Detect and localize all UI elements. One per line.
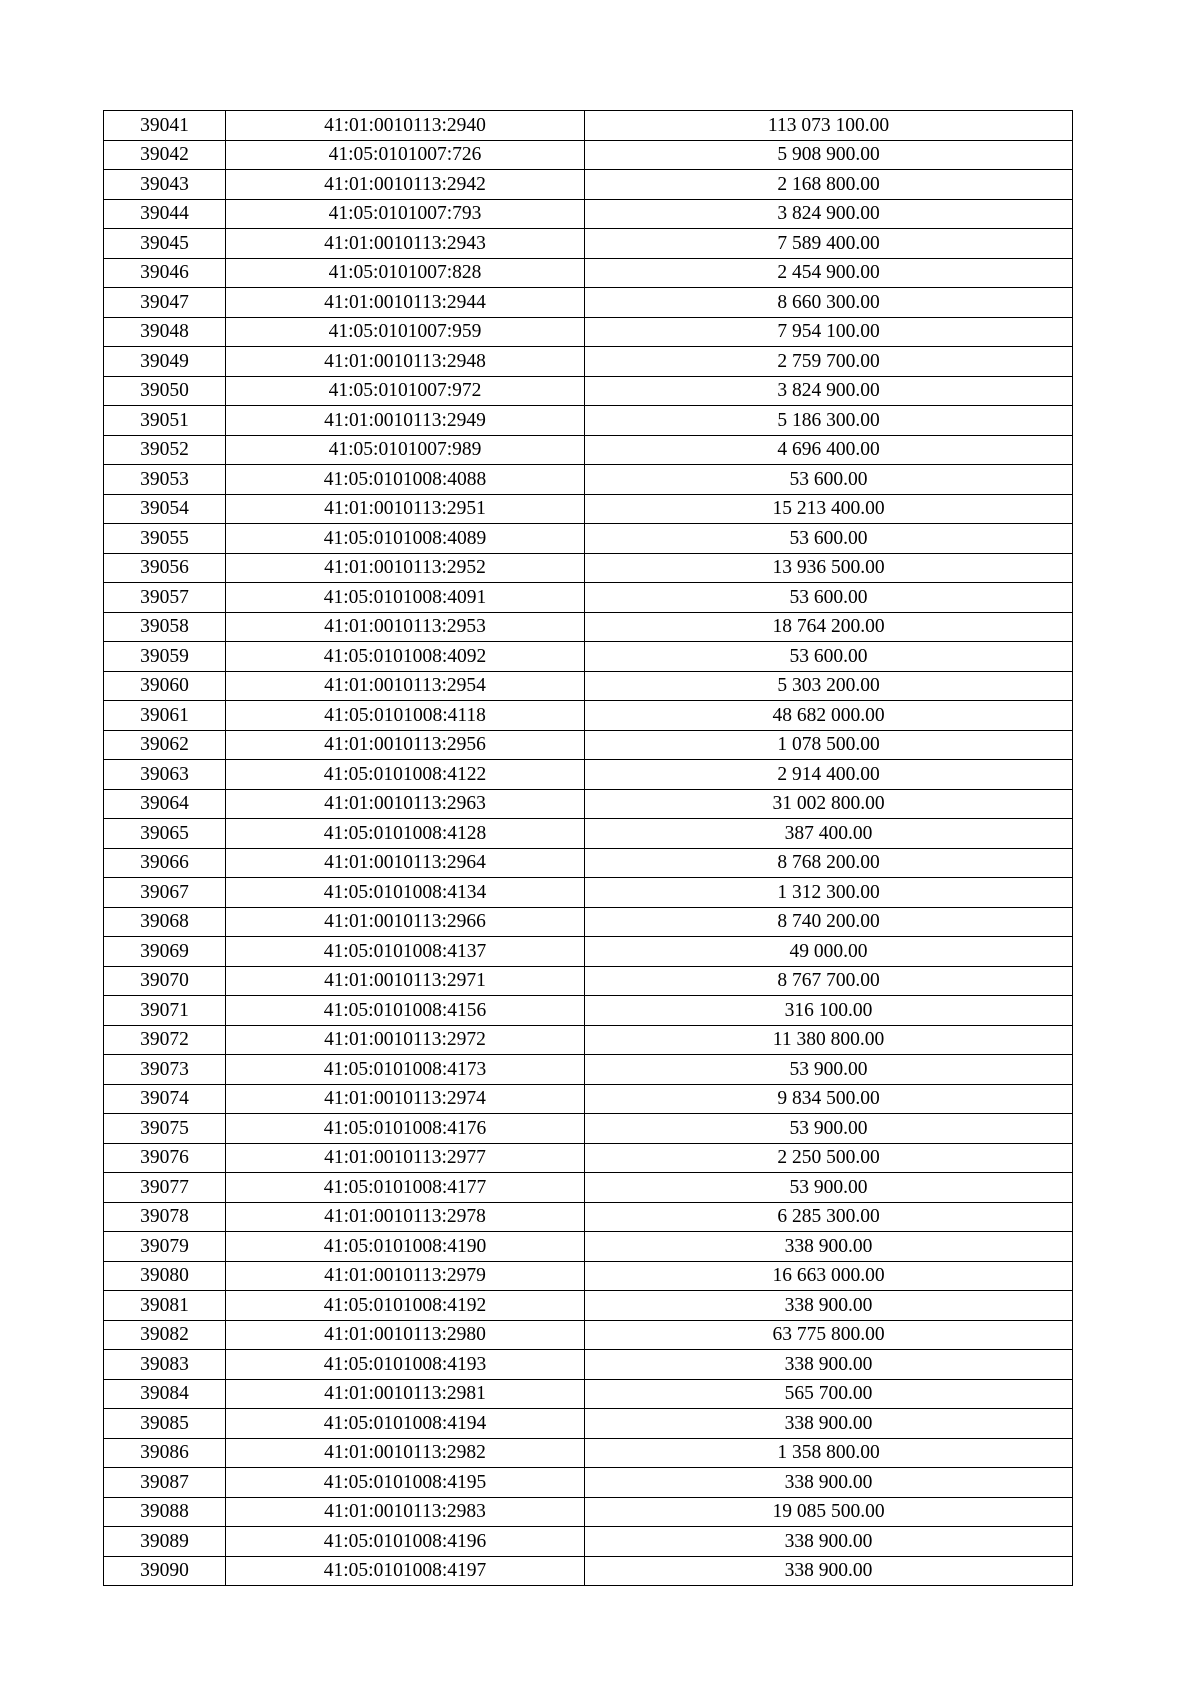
row-number-cell: 39045 <box>104 229 226 259</box>
cadastral-number-cell: 41:05:0101007:972 <box>226 376 585 406</box>
cadastral-number-cell: 41:01:0010113:2948 <box>226 347 585 377</box>
table-row <box>104 140 1073 170</box>
cadastral-number-cell: 41:01:0010113:2966 <box>226 907 585 937</box>
cadastral-number-cell: 41:05:0101008:4088 <box>226 465 585 495</box>
table-row <box>104 199 1073 229</box>
cadastral-value-cell: 338 900.00 <box>585 1527 1073 1557</box>
table-row <box>104 1202 1073 1232</box>
row-number-cell: 39071 <box>104 996 226 1026</box>
cadastral-number-cell: 41:01:0010113:2980 <box>226 1320 585 1350</box>
cadastral-value-cell: 387 400.00 <box>585 819 1073 849</box>
cadastral-number-cell: 41:05:0101008:4176 <box>226 1114 585 1144</box>
row-number-cell: 39065 <box>104 819 226 849</box>
cadastral-value-cell: 6 285 300.00 <box>585 1202 1073 1232</box>
cadastral-number-cell: 41:01:0010113:2949 <box>226 406 585 436</box>
cadastral-value-cell: 9 834 500.00 <box>585 1084 1073 1114</box>
row-number-cell: 39077 <box>104 1173 226 1203</box>
table-row <box>104 1084 1073 1114</box>
row-number-cell: 39079 <box>104 1232 226 1262</box>
table-row <box>104 671 1073 701</box>
cadastral-number-cell: 41:01:0010113:2952 <box>226 553 585 583</box>
cadastral-number-cell: 41:05:0101008:4128 <box>226 819 585 849</box>
cadastral-number-cell: 41:05:0101008:4196 <box>226 1527 585 1557</box>
row-number-cell: 39087 <box>104 1468 226 1498</box>
row-number-cell: 39054 <box>104 494 226 524</box>
cadastral-number-cell: 41:05:0101007:726 <box>226 140 585 170</box>
row-number-cell: 39047 <box>104 288 226 318</box>
cadastral-value-cell: 7 954 100.00 <box>585 317 1073 347</box>
row-number-cell: 39080 <box>104 1261 226 1291</box>
row-number-cell: 39055 <box>104 524 226 554</box>
cadastral-value-cell: 3 824 900.00 <box>585 199 1073 229</box>
cadastral-value-cell: 2 914 400.00 <box>585 760 1073 790</box>
row-number-cell: 39072 <box>104 1025 226 1055</box>
cadastral-number-cell: 41:01:0010113:2981 <box>226 1379 585 1409</box>
table-row <box>104 1143 1073 1173</box>
cadastral-number-cell: 41:01:0010113:2964 <box>226 848 585 878</box>
table-row <box>104 1173 1073 1203</box>
cadastral-number-cell: 41:01:0010113:2963 <box>226 789 585 819</box>
table-row <box>104 435 1073 465</box>
cadastral-value-cell: 8 767 700.00 <box>585 966 1073 996</box>
table-row <box>104 1350 1073 1380</box>
table-row <box>104 789 1073 819</box>
cadastral-value-cell: 8 660 300.00 <box>585 288 1073 318</box>
cadastral-value-cell: 7 589 400.00 <box>585 229 1073 259</box>
row-number-cell: 39057 <box>104 583 226 613</box>
table-row <box>104 376 1073 406</box>
cadastral-number-cell: 41:01:0010113:2982 <box>226 1438 585 1468</box>
cadastral-value-cell: 16 663 000.00 <box>585 1261 1073 1291</box>
table-row <box>104 111 1073 141</box>
table-row <box>104 1114 1073 1144</box>
row-number-cell: 39049 <box>104 347 226 377</box>
cadastral-number-cell: 41:01:0010113:2953 <box>226 612 585 642</box>
table-row <box>104 1556 1073 1586</box>
cadastral-number-cell: 41:05:0101007:828 <box>226 258 585 288</box>
cadastral-value-cell: 53 600.00 <box>585 583 1073 613</box>
table-body <box>104 111 1073 1586</box>
cadastral-value-cell: 1 078 500.00 <box>585 730 1073 760</box>
cadastral-value-cell: 5 303 200.00 <box>585 671 1073 701</box>
cadastral-number-cell: 41:01:0010113:2974 <box>226 1084 585 1114</box>
cadastral-value-cell: 8 768 200.00 <box>585 848 1073 878</box>
cadastral-number-cell: 41:01:0010113:2951 <box>226 494 585 524</box>
table-row <box>104 524 1073 554</box>
cadastral-value-cell: 338 900.00 <box>585 1556 1073 1586</box>
cadastral-value-cell: 53 900.00 <box>585 1114 1073 1144</box>
row-number-cell: 39058 <box>104 612 226 642</box>
cadastral-value-cell: 13 936 500.00 <box>585 553 1073 583</box>
row-number-cell: 39059 <box>104 642 226 672</box>
cadastral-number-cell: 41:05:0101008:4156 <box>226 996 585 1026</box>
row-number-cell: 39078 <box>104 1202 226 1232</box>
table-row <box>104 966 1073 996</box>
row-number-cell: 39081 <box>104 1291 226 1321</box>
row-number-cell: 39083 <box>104 1350 226 1380</box>
row-number-cell: 39061 <box>104 701 226 731</box>
table-row <box>104 553 1073 583</box>
cadastral-value-cell: 338 900.00 <box>585 1291 1073 1321</box>
cadastral-value-cell: 2 250 500.00 <box>585 1143 1073 1173</box>
cadastral-value-cell: 48 682 000.00 <box>585 701 1073 731</box>
cadastral-number-cell: 41:05:0101008:4195 <box>226 1468 585 1498</box>
cadastral-number-cell: 41:01:0010113:2972 <box>226 1025 585 1055</box>
cadastral-number-cell: 41:01:0010113:2978 <box>226 1202 585 1232</box>
cadastral-value-cell: 2 168 800.00 <box>585 170 1073 200</box>
cadastral-value-cell: 8 740 200.00 <box>585 907 1073 937</box>
table-row <box>104 1468 1073 1498</box>
cadastral-value-cell: 11 380 800.00 <box>585 1025 1073 1055</box>
table-row <box>104 1232 1073 1262</box>
cadastral-number-cell: 41:05:0101008:4192 <box>226 1291 585 1321</box>
cadastral-number-cell: 41:05:0101008:4091 <box>226 583 585 613</box>
row-number-cell: 39088 <box>104 1497 226 1527</box>
row-number-cell: 39053 <box>104 465 226 495</box>
cadastral-value-cell: 53 900.00 <box>585 1173 1073 1203</box>
cadastral-number-cell: 41:01:0010113:2954 <box>226 671 585 701</box>
row-number-cell: 39046 <box>104 258 226 288</box>
table-row <box>104 1497 1073 1527</box>
cadastral-number-cell: 41:01:0010113:2944 <box>226 288 585 318</box>
cadastral-value-cell: 63 775 800.00 <box>585 1320 1073 1350</box>
table-row <box>104 1409 1073 1439</box>
cadastral-number-cell: 41:05:0101008:4194 <box>226 1409 585 1439</box>
table-row <box>104 583 1073 613</box>
cadastral-number-cell: 41:05:0101008:4137 <box>226 937 585 967</box>
cadastral-value-cell: 15 213 400.00 <box>585 494 1073 524</box>
cadastral-number-cell: 41:01:0010113:2979 <box>226 1261 585 1291</box>
table-row <box>104 996 1073 1026</box>
cadastral-number-cell: 41:05:0101008:4190 <box>226 1232 585 1262</box>
cadastral-value-cell: 3 824 900.00 <box>585 376 1073 406</box>
table-row <box>104 612 1073 642</box>
cadastral-value-cell: 1 358 800.00 <box>585 1438 1073 1468</box>
cadastral-value-cell: 113 073 100.00 <box>585 111 1073 141</box>
table-row <box>104 760 1073 790</box>
row-number-cell: 39041 <box>104 111 226 141</box>
cadastral-value-cell: 53 600.00 <box>585 524 1073 554</box>
table-row <box>104 848 1073 878</box>
row-number-cell: 39070 <box>104 966 226 996</box>
cadastral-value-cell: 338 900.00 <box>585 1468 1073 1498</box>
cadastral-number-cell: 41:05:0101008:4118 <box>226 701 585 731</box>
cadastral-value-cell: 338 900.00 <box>585 1350 1073 1380</box>
cadastral-number-cell: 41:05:0101008:4122 <box>226 760 585 790</box>
cadastral-value-cell: 53 600.00 <box>585 642 1073 672</box>
cadastral-value-cell: 53 600.00 <box>585 465 1073 495</box>
cadastral-value-cell: 53 900.00 <box>585 1055 1073 1085</box>
row-number-cell: 39048 <box>104 317 226 347</box>
cadastral-number-cell: 41:01:0010113:2940 <box>226 111 585 141</box>
table-row <box>104 1379 1073 1409</box>
row-number-cell: 39076 <box>104 1143 226 1173</box>
cadastral-value-cell: 31 002 800.00 <box>585 789 1073 819</box>
row-number-cell: 39075 <box>104 1114 226 1144</box>
row-number-cell: 39042 <box>104 140 226 170</box>
cadastral-value-cell: 49 000.00 <box>585 937 1073 967</box>
row-number-cell: 39086 <box>104 1438 226 1468</box>
row-number-cell: 39062 <box>104 730 226 760</box>
row-number-cell: 39044 <box>104 199 226 229</box>
cadastral-number-cell: 41:05:0101008:4134 <box>226 878 585 908</box>
cadastral-value-cell: 5 908 900.00 <box>585 140 1073 170</box>
row-number-cell: 39067 <box>104 878 226 908</box>
row-number-cell: 39068 <box>104 907 226 937</box>
cadastral-number-cell: 41:01:0010113:2943 <box>226 229 585 259</box>
table-row <box>104 1438 1073 1468</box>
row-number-cell: 39085 <box>104 1409 226 1439</box>
table-row <box>104 1055 1073 1085</box>
cadastral-number-cell: 41:05:0101007:989 <box>226 435 585 465</box>
cadastral-number-cell: 41:05:0101008:4092 <box>226 642 585 672</box>
row-number-cell: 39090 <box>104 1556 226 1586</box>
cadastral-value-cell: 316 100.00 <box>585 996 1073 1026</box>
cadastral-value-cell: 4 696 400.00 <box>585 435 1073 465</box>
cadastral-number-cell: 41:05:0101008:4193 <box>226 1350 585 1380</box>
table-row <box>104 229 1073 259</box>
table-row <box>104 317 1073 347</box>
table-row <box>104 701 1073 731</box>
table-row <box>104 1025 1073 1055</box>
row-number-cell: 39084 <box>104 1379 226 1409</box>
cadastral-value-cell: 2 759 700.00 <box>585 347 1073 377</box>
table-row <box>104 819 1073 849</box>
table-row <box>104 878 1073 908</box>
row-number-cell: 39043 <box>104 170 226 200</box>
table-row <box>104 406 1073 436</box>
table-row <box>104 1291 1073 1321</box>
row-number-cell: 39051 <box>104 406 226 436</box>
table-row <box>104 347 1073 377</box>
cadastral-number-cell: 41:05:0101008:4089 <box>226 524 585 554</box>
cadastral-value-cell: 19 085 500.00 <box>585 1497 1073 1527</box>
row-number-cell: 39060 <box>104 671 226 701</box>
table-row <box>104 288 1073 318</box>
row-number-cell: 39066 <box>104 848 226 878</box>
cadastral-number-cell: 41:01:0010113:2983 <box>226 1497 585 1527</box>
table-row <box>104 465 1073 495</box>
cadastral-value-cell: 338 900.00 <box>585 1409 1073 1439</box>
cadastral-number-cell: 41:01:0010113:2971 <box>226 966 585 996</box>
cadastral-value-cell: 18 764 200.00 <box>585 612 1073 642</box>
row-number-cell: 39063 <box>104 760 226 790</box>
row-number-cell: 39056 <box>104 553 226 583</box>
row-number-cell: 39089 <box>104 1527 226 1557</box>
table-row <box>104 937 1073 967</box>
row-number-cell: 39064 <box>104 789 226 819</box>
cadastral-value-cell: 565 700.00 <box>585 1379 1073 1409</box>
cadastral-number-cell: 41:01:0010113:2942 <box>226 170 585 200</box>
cadastral-value-cell: 2 454 900.00 <box>585 258 1073 288</box>
cadastral-number-cell: 41:05:0101007:959 <box>226 317 585 347</box>
cadastral-number-cell: 41:05:0101008:4173 <box>226 1055 585 1085</box>
table-row <box>104 258 1073 288</box>
table-row <box>104 730 1073 760</box>
table-row <box>104 1527 1073 1557</box>
table-row <box>104 1320 1073 1350</box>
row-number-cell: 39069 <box>104 937 226 967</box>
cadastral-value-cell: 338 900.00 <box>585 1232 1073 1262</box>
table-row <box>104 170 1073 200</box>
row-number-cell: 39074 <box>104 1084 226 1114</box>
table-row <box>104 642 1073 672</box>
cadastral-number-cell: 41:05:0101007:793 <box>226 199 585 229</box>
row-number-cell: 39050 <box>104 376 226 406</box>
cadastral-value-table <box>103 110 1073 1586</box>
table-row <box>104 1261 1073 1291</box>
row-number-cell: 39073 <box>104 1055 226 1085</box>
cadastral-number-cell: 41:01:0010113:2956 <box>226 730 585 760</box>
cadastral-number-cell: 41:01:0010113:2977 <box>226 1143 585 1173</box>
table-row <box>104 494 1073 524</box>
cadastral-value-cell: 5 186 300.00 <box>585 406 1073 436</box>
cadastral-number-cell: 41:05:0101008:4197 <box>226 1556 585 1586</box>
table-row <box>104 907 1073 937</box>
cadastral-number-cell: 41:05:0101008:4177 <box>226 1173 585 1203</box>
row-number-cell: 39052 <box>104 435 226 465</box>
cadastral-value-cell: 1 312 300.00 <box>585 878 1073 908</box>
row-number-cell: 39082 <box>104 1320 226 1350</box>
